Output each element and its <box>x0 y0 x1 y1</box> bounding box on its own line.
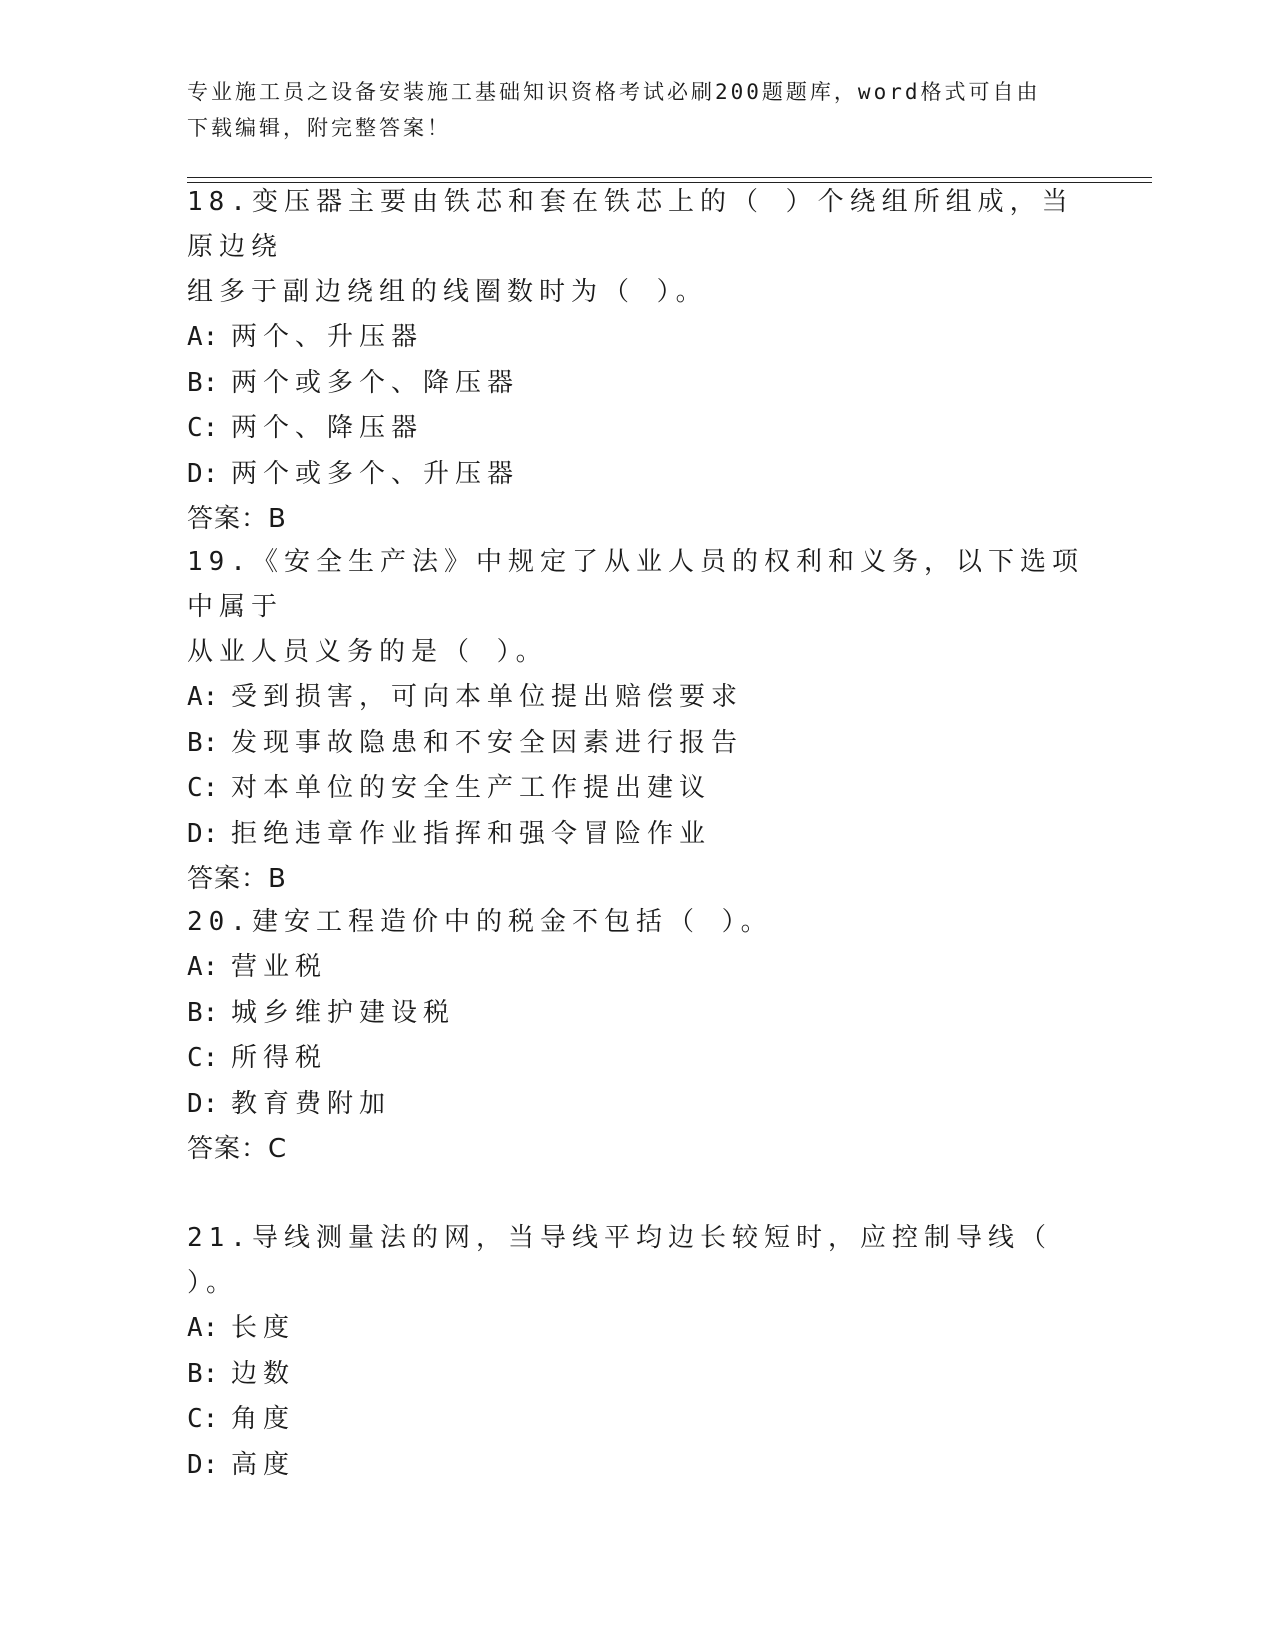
header-divider-top <box>187 177 1152 178</box>
option-b <box>187 1352 1087 1398</box>
option-a <box>187 675 1087 721</box>
option-letter: D: <box>187 1449 219 1480</box>
option-b <box>187 721 1087 767</box>
option-letter: C: <box>187 413 219 443</box>
option-b <box>187 991 1087 1037</box>
option-text: 两个或多个、降压器 <box>231 367 520 398</box>
question-stem-line: 从业人员义务的是（ ）。 <box>187 637 548 667</box>
option-letter: D: <box>187 458 219 489</box>
option-letter: A: <box>187 682 219 712</box>
option-text: 两个、升压器 <box>231 322 424 352</box>
option-text: 两个、降压器 <box>231 413 424 443</box>
option-text: 对本单位的安全生产工作提出建议 <box>231 773 712 803</box>
option-letter: C: <box>187 773 219 803</box>
option-d <box>187 1082 1087 1128</box>
option-text: 城乡维护建设税 <box>231 997 456 1028</box>
option-text: 发现事故隐患和不安全因素进行报告 <box>231 727 744 758</box>
option-letter: B: <box>187 367 219 398</box>
answer-line: 答案：B <box>187 504 287 534</box>
option-text: 所得税 <box>231 1043 328 1073</box>
question-19 <box>187 540 1087 902</box>
option-letter: B: <box>187 1358 219 1389</box>
question-stem-line: 20.建安工程造价中的税金不包括（ ）。 <box>187 907 773 937</box>
option-d <box>187 1443 1087 1489</box>
question-20 <box>187 900 1087 1172</box>
question-stem-line: 21.导线测量法的网，当导线平均边长较短时，应控制导线（ ）。 <box>187 1223 1052 1298</box>
option-text: 拒绝违章作业指挥和强令冒险作业 <box>231 818 712 849</box>
header-line-1: 专业施工员之设备安装施工基础知识资格考试必刷200题题库，word格式可自由 <box>187 80 1041 104</box>
option-letter: C: <box>187 1404 219 1434</box>
question-stem-line: 19.《安全生产法》中规定了从业人员的权利和义务，以下选项中属于 <box>187 547 1084 622</box>
option-c <box>187 766 1087 812</box>
option-c <box>187 406 1087 452</box>
document-header <box>187 74 1087 146</box>
option-letter: A: <box>187 1313 219 1343</box>
option-b <box>187 361 1087 407</box>
option-a <box>187 945 1087 991</box>
header-line-2: 下载编辑，附完整答案！ <box>187 116 451 140</box>
question-21 <box>187 1216 1087 1488</box>
option-text: 营业税 <box>231 952 328 982</box>
question-stem-line: 18.变压器主要由铁芯和套在铁芯上的（ ）个绕组所组成，当原边绕 <box>187 187 1074 262</box>
option-d <box>187 812 1087 858</box>
option-text: 长度 <box>231 1313 296 1343</box>
option-letter: B: <box>187 997 219 1028</box>
option-letter: D: <box>187 1088 219 1119</box>
question-18 <box>187 180 1087 542</box>
option-letter: D: <box>187 818 219 849</box>
option-a <box>187 1306 1087 1352</box>
option-d <box>187 452 1087 498</box>
option-a <box>187 315 1087 361</box>
option-letter: C: <box>187 1043 219 1073</box>
option-c <box>187 1036 1087 1082</box>
option-letter: A: <box>187 952 219 982</box>
option-letter: B: <box>187 727 219 758</box>
option-text: 受到损害，可向本单位提出赔偿要求 <box>231 682 744 712</box>
option-c <box>187 1397 1087 1443</box>
option-text: 边数 <box>231 1358 296 1389</box>
option-text: 两个或多个、升压器 <box>231 458 520 489</box>
answer-line: 答案：C <box>187 1134 288 1164</box>
option-text: 教育费附加 <box>231 1088 392 1119</box>
question-stem-line: 组多于副边绕组的线圈数时为（ ）。 <box>187 277 708 307</box>
option-letter: A: <box>187 322 219 352</box>
option-text: 角度 <box>231 1404 296 1434</box>
option-text: 高度 <box>231 1449 296 1480</box>
answer-line: 答案：B <box>187 864 287 894</box>
